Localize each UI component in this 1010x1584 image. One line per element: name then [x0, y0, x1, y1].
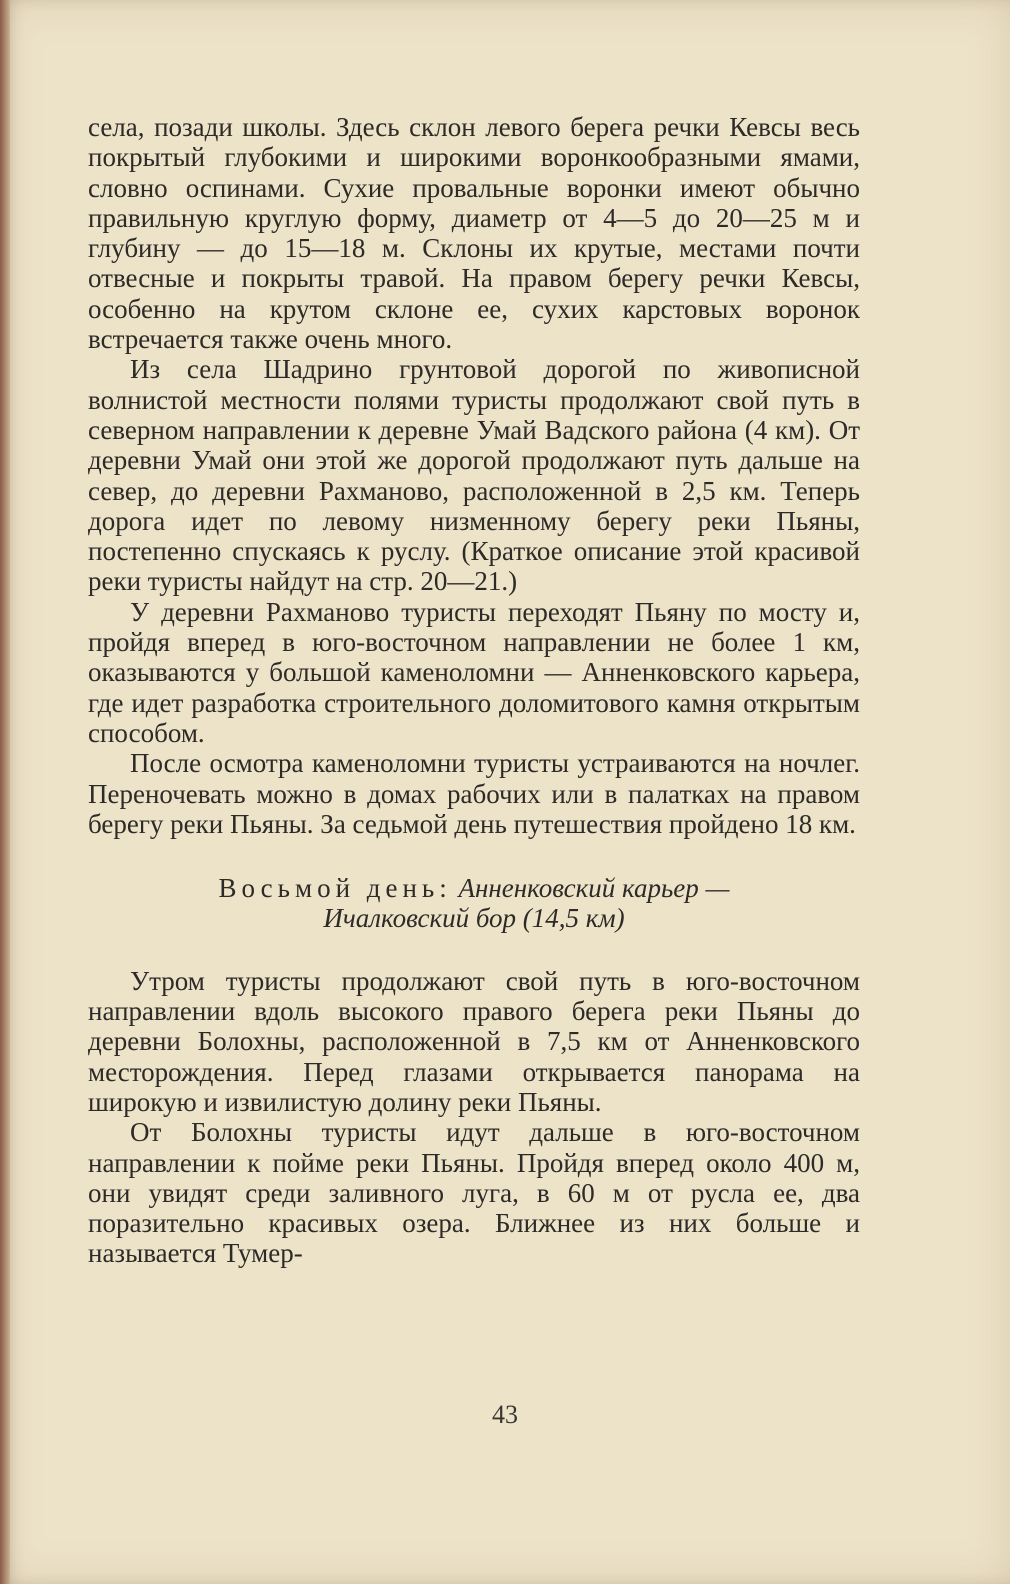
paragraph: У деревни Рахманово туристы переходят Пьяну по мосту и, пройдя вперед в юго-восточном направлении не более 1 км, оказываются у большой каменоломни — Анненковского карьера, где идет разработка строительного доломитового камня открытым способом.: [88, 596, 860, 748]
paragraph: Утром туристы продолжают свой путь в юго-восточном направлении вдоль высокого правого берега реки Пьяны до деревни Болохны, расположенной в 7,5 км от Анненковского месторождения. Перед глазами открывается панорама на широкую и извилистую долину реки Пьяны.: [88, 965, 860, 1117]
section-heading-route-1: Анненковский карьер —: [458, 873, 730, 904]
paragraph: После осмотра каменоломни туристы устраиваются на ночлег. Переночевать можно в домах рабочих или в палатках на правом берегу реки Пьяны. За седьмой день путешествия пройдено 18 км.: [88, 748, 860, 839]
main-text: [88, 112, 860, 1269]
paragraph: От Болохны туристы идут дальше в юго-восточном направлении к пойме реки Пьяны. Пройдя вперед около 400 м, они увидят среди заливного луга, в 60 м от русла ее, два поразительно красивых озера. Ближнее из них больше и называется Тумер-: [88, 1117, 860, 1269]
paragraph: Из села Шадрино грунтовой дорогой по живописной волнистой местности полями туристы продолжают свой путь в северном направлении к деревне Умай Вадского района (4 км). От деревни Умай они этой же дорогой продолжают путь дальше на север, до деревни Рахманово, расположенной в 2,5 км. Теперь дорога идет по левому низменному берегу реки Пьяны, постепенно спускаясь к руслу. (Краткое описание этой красивой реки туристы найдут на стр. 20—21.): [88, 354, 860, 597]
section-heading-route-2: Ичалковский бор (14,5 км): [323, 903, 625, 934]
paragraph: села, позади школы. Здесь склон левого берега речки Кевсы весь покрытый глубокими и широкими воронкообразными ямами, словно оспинами. Сухие провальные воронки имеют обычно правильную круглую форму, диаметр от 4—5 до 20—25 м и глубину — до 15—18 м. Склоны их крутые, местами почти отвесные и покрыты травой. На правом берегу речки Кевсы, особенно на крутом склоне ее, сухих карстовых воронок встречается также очень много.: [88, 112, 860, 355]
page-gutter: [0, 0, 10, 1584]
section-heading: [88, 873, 860, 934]
section-heading-lead: Восьмой день:: [218, 873, 452, 904]
page-number: 43: [492, 1400, 518, 1429]
